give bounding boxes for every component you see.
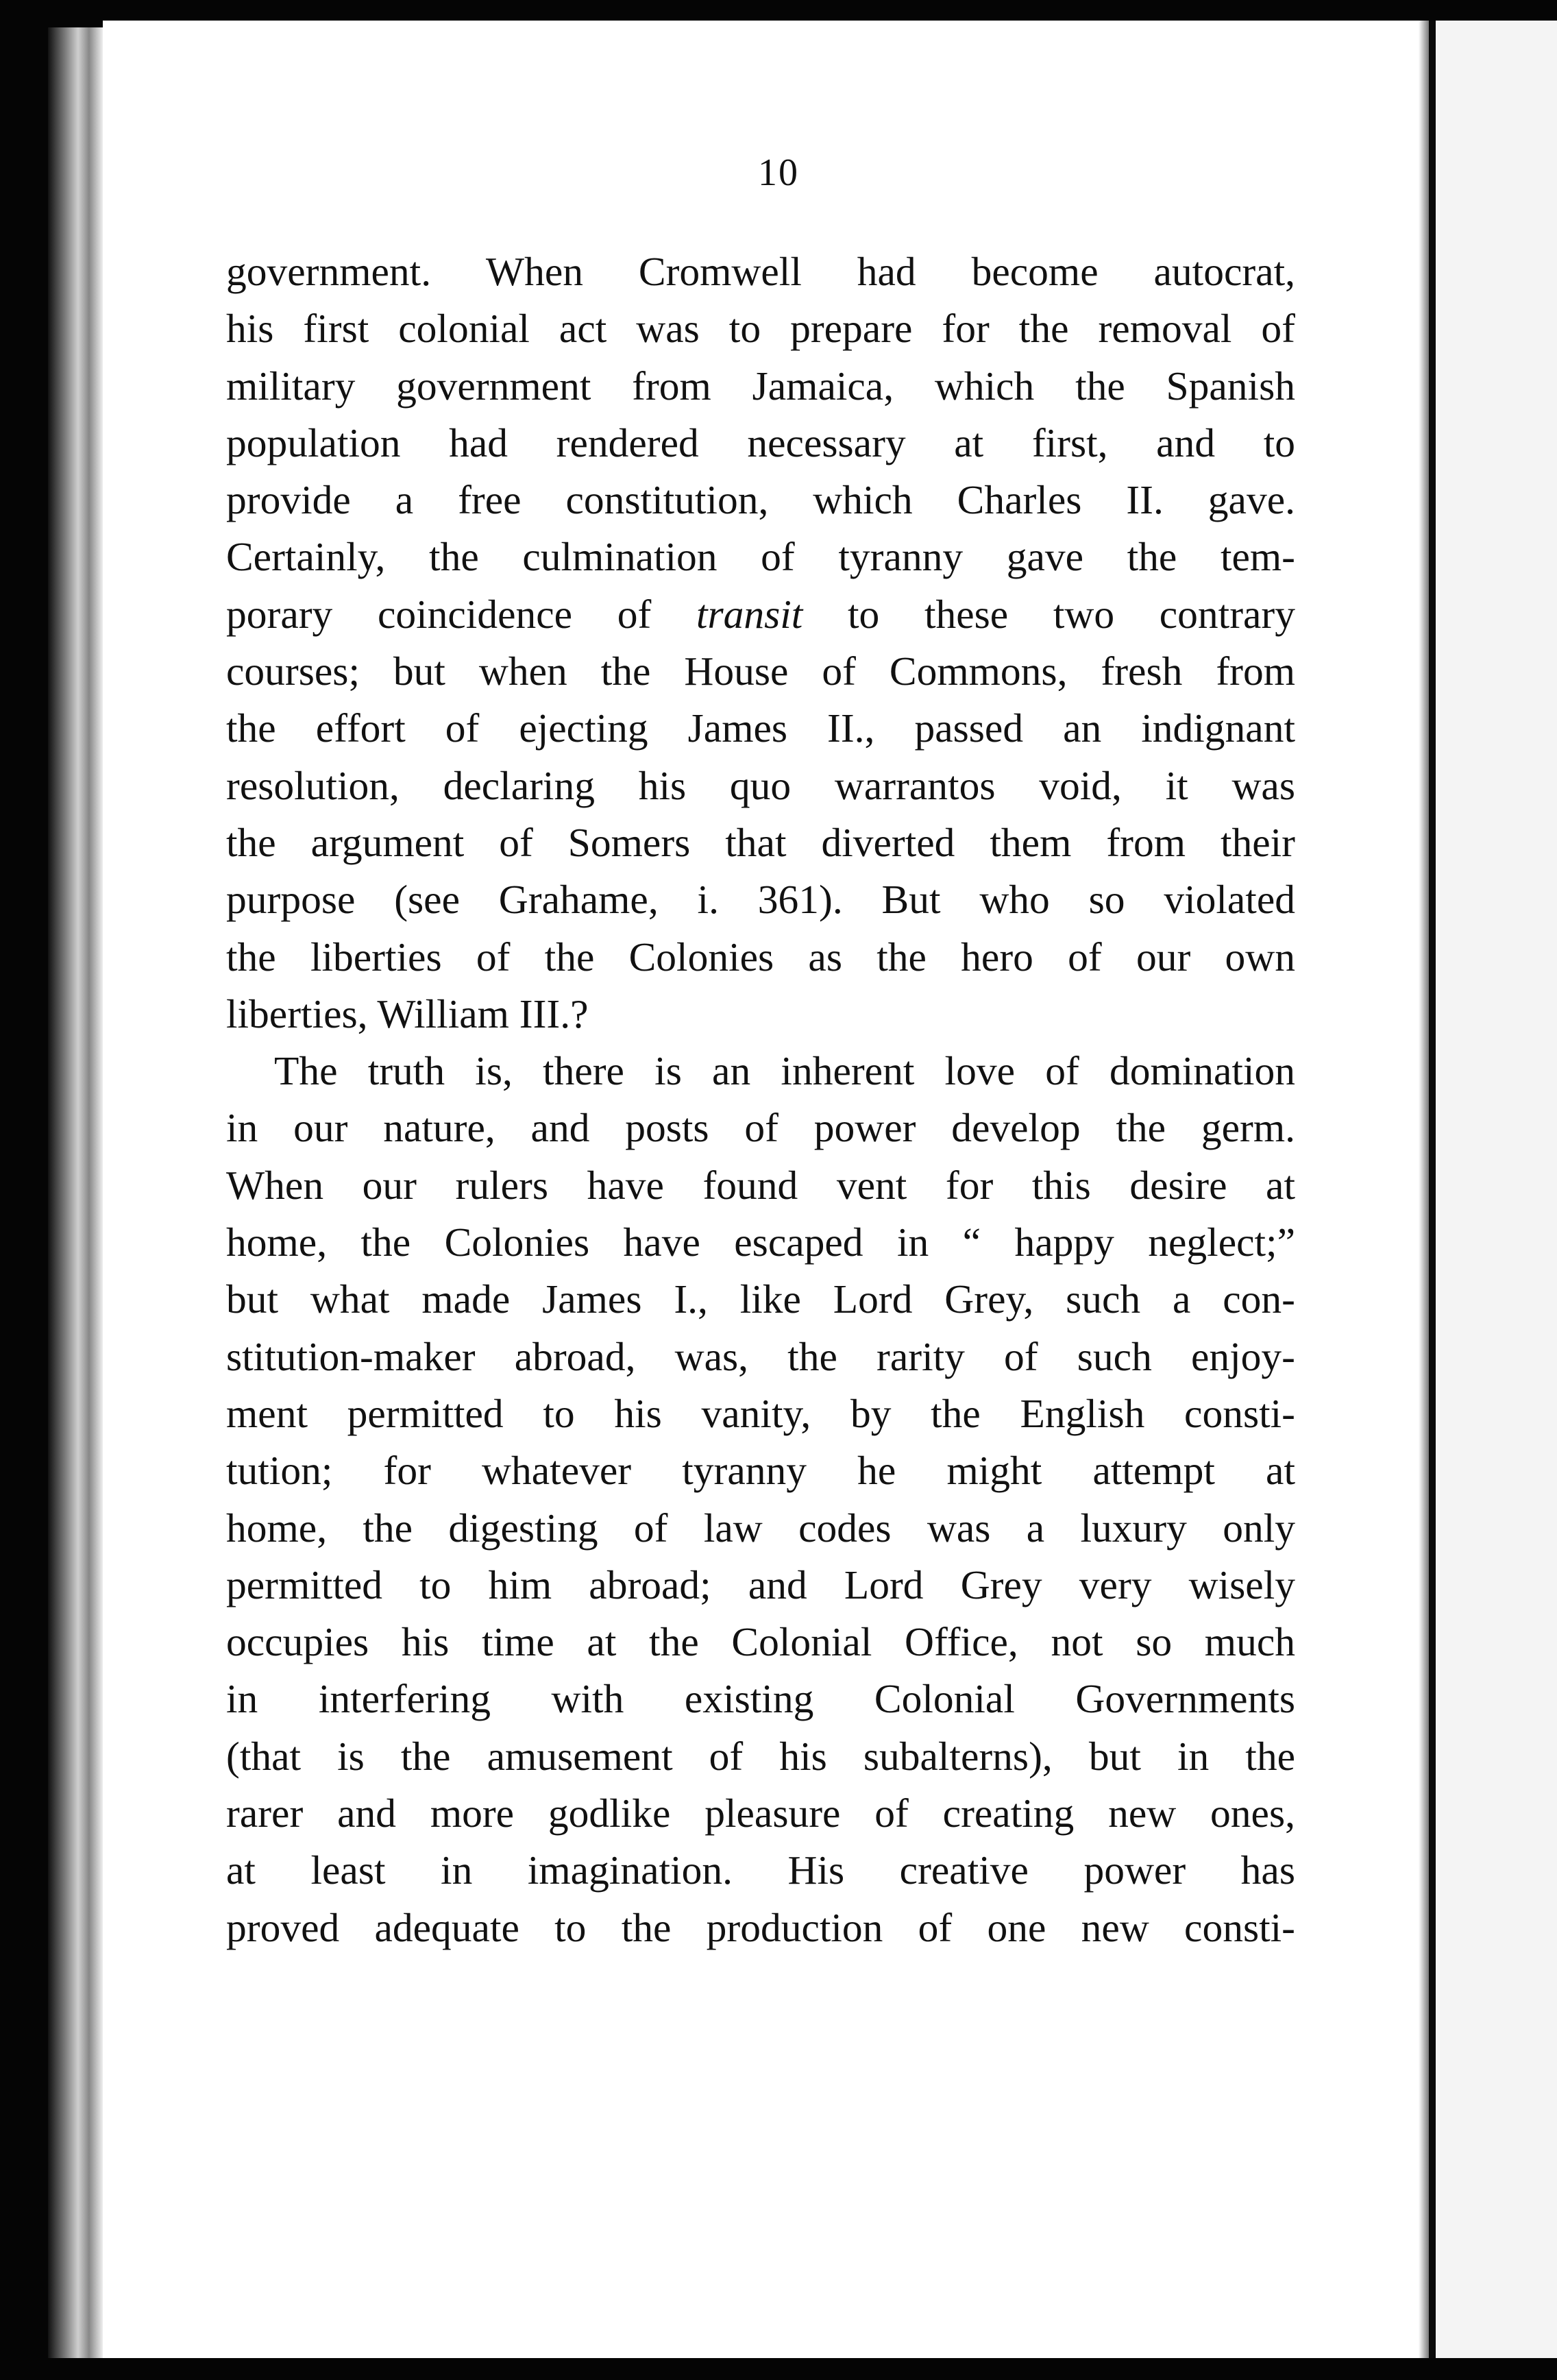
text-line: at least in imagination. His creative power has	[226, 1847, 1295, 1893]
text-line: home, the digesting of law codes was a luxury only	[226, 1505, 1295, 1551]
text-line: rarer and more godlike pleasure of creating new ones,	[226, 1790, 1295, 1836]
page-number: 10	[758, 151, 799, 194]
book-spine-edge	[48, 27, 103, 2358]
text-line: ment permitted to his vanity, by the English consti-	[226, 1390, 1295, 1436]
text-line: Certainly, the culmination of tyranny gave the tem-	[226, 534, 1295, 580]
text-line: his first colonial act was to prepare for the removal of	[226, 306, 1295, 352]
text-line: (that is the amusement of his subalterns), but in the	[226, 1733, 1295, 1779]
text-line: home, the Colonies have escaped in “ happy neglect;”	[226, 1219, 1295, 1265]
text-line: military government from Jamaica, which the Spanish	[226, 363, 1295, 409]
text-line: resolution, declaring his quo warrantos void, it was	[226, 762, 1295, 808]
text-line: stitution-maker abroad, was, the rarity of such enjoy-	[226, 1333, 1295, 1379]
text-line: porary coincidence of transit to these two contrary	[226, 591, 1295, 637]
text-line: government. When Cromwell had become autocrat,	[226, 249, 1295, 294]
text-line: permitted to him abroad; and Lord Grey very wisely	[226, 1562, 1295, 1607]
italic-word: transit	[696, 591, 803, 637]
text-line: purpose (see Grahame, i. 361). But who so violated	[226, 877, 1295, 923]
text-line: the liberties of the Colonies as the hero of our own	[226, 934, 1295, 980]
text-line: occupies his time at the Colonial Office, not so much	[226, 1619, 1295, 1665]
text-line: the argument of Somers that diverted them from their	[226, 819, 1295, 865]
text-line: population had rendered necessary at first, and to	[226, 420, 1295, 465]
facing-page-edge	[1436, 21, 1557, 2358]
text-line: but what made James I., like Lord Grey, such a con-	[226, 1276, 1295, 1322]
text-line: When our rulers have found vent for this desire at	[226, 1162, 1295, 1208]
text-line: The truth is, there is an inherent love of domination	[274, 1048, 1295, 1094]
body-text	[226, 243, 1295, 1956]
text-line: in our nature, and posts of power develop the germ.	[226, 1105, 1295, 1151]
text-line: in interfering with existing Colonial Governments	[226, 1676, 1295, 1722]
text-line: liberties, William III.?	[226, 991, 589, 1036]
text-line: courses; but when the House of Commons, fresh from	[226, 648, 1295, 694]
text-line: tution; for whatever tyranny he might attempt at	[226, 1448, 1295, 1494]
text-line: provide a free constitution, which Charles II. gave.	[226, 477, 1295, 523]
text-line: the effort of ejecting James II., passed an indignant	[226, 705, 1295, 751]
text-line: proved adequate to the production of one new consti-	[226, 1904, 1295, 1950]
